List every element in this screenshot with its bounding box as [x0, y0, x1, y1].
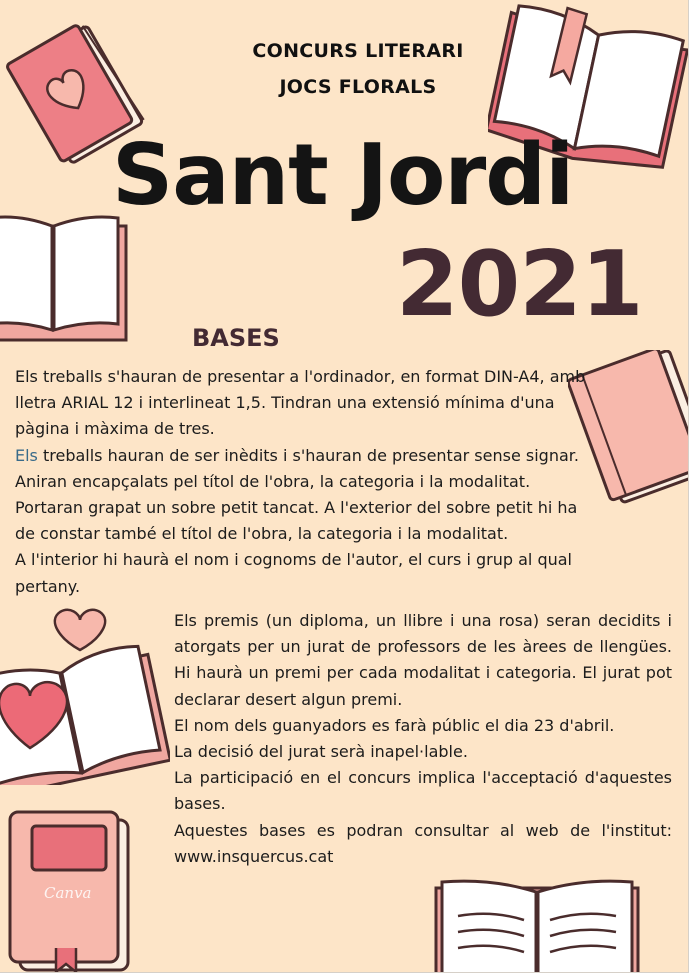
svg-text:Canva: Canva	[44, 884, 92, 902]
rules-line: Aniran encapçalats pel títol de l'obra, la categoria i la modalitat.	[15, 471, 531, 491]
prizes-line: Els premis (un diploma, un llibre i una rosa) seran decidits i	[174, 611, 672, 630]
open-book-icon	[0, 212, 130, 347]
rules-line-prefix: Els	[15, 445, 38, 465]
rules-block	[15, 364, 585, 600]
prizes-line: El nom dels guanyadors es farà públic el dia 23 d'abril.	[174, 715, 615, 735]
year-label: 2021	[396, 232, 643, 337]
rules-line: pàgina i màxima de tres.	[15, 419, 215, 439]
prizes-line: La participació en el concurs implica l'acceptació d'aquestes	[174, 768, 672, 788]
header-line-2: JOCS FLORALS	[279, 76, 437, 98]
prizes-line: Aquestes bases es podran consultar al web de l'institut:	[174, 820, 672, 840]
page-title: Sant Jordi	[112, 126, 574, 225]
header-line-1: CONCURS LITERARI	[252, 40, 464, 62]
rules-line: Portaran grapat un sobre petit tancat. A l'exterior del sobre petit hi ha	[15, 498, 578, 518]
rules-line	[15, 443, 585, 469]
prizes-block	[174, 608, 672, 870]
prizes-line: declarar desert algun premi.	[174, 689, 403, 709]
rules-line-rest: treballs hauran de ser inèdits i s'hauran de presentar sense signar.	[42, 445, 579, 465]
rules-line: Els treballs s'hauran de presentar a l'ordinador, en format DIN-A4, amb	[15, 367, 586, 386]
bases-heading: BASES	[192, 324, 280, 352]
prizes-line: La decisió del jurat serà inapel·lable.	[174, 742, 468, 762]
website-link[interactable]: www.insquercus.cat	[174, 846, 334, 866]
prizes-line: Hi haurà un premi per cada modalitat i categoria. El jurat pot	[174, 663, 672, 683]
prizes-line: bases.	[174, 794, 226, 814]
open-book-hearts-icon	[0, 600, 170, 785]
rules-line: pertany.	[15, 576, 81, 596]
rules-line: lletra ARIAL 12 i interlineat 1,5. Tindran una extensió mínima d'una	[15, 393, 555, 413]
tilted-book-icon	[568, 350, 689, 510]
prizes-line: atorgats per un jurat de professors de les àrees de llengües.	[174, 637, 672, 657]
open-book-lines-icon	[432, 878, 642, 973]
closed-book-canva-icon	[6, 810, 132, 973]
rules-line: A l'interior hi haurà el nom i cognoms de l'autor, el curs i grup al qual	[15, 550, 572, 570]
rules-line: de constar també el títol de l'obra, la categoria i la modalitat.	[15, 524, 509, 544]
